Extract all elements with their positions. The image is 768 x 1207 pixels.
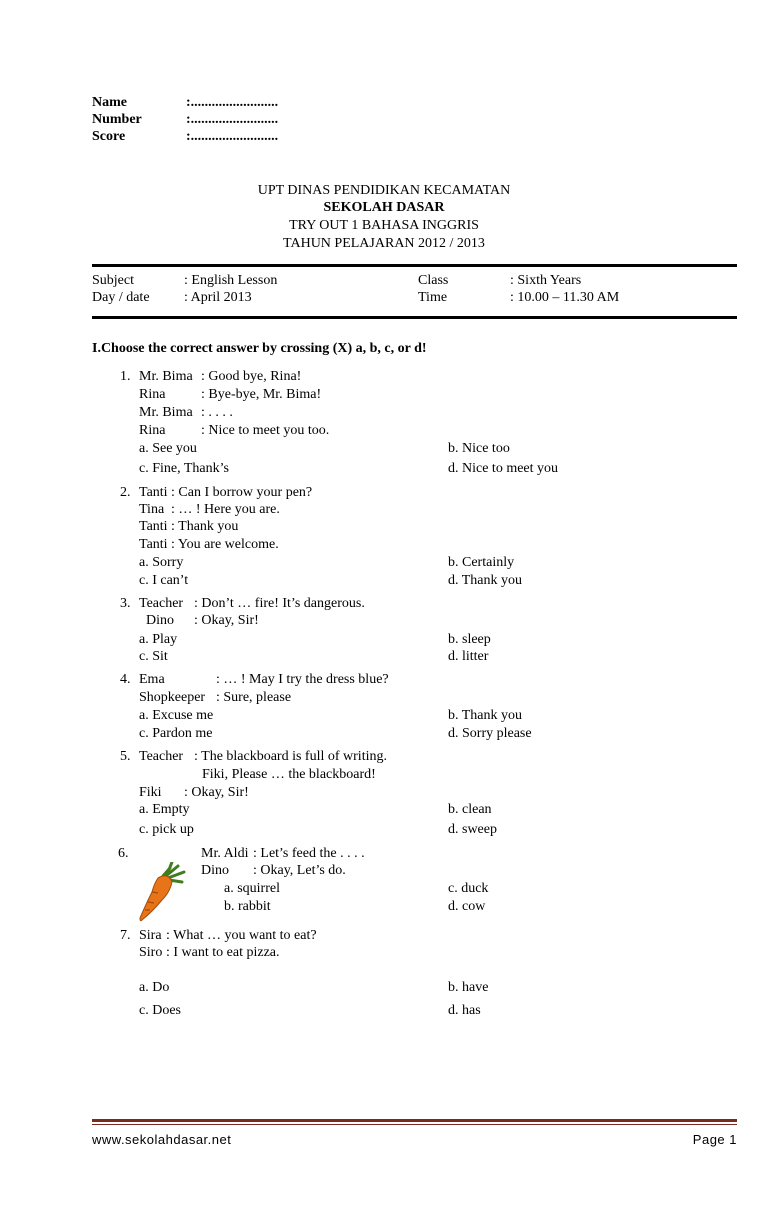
answer-option-d[interactable]: d. Thank you (448, 573, 523, 588)
dialogue-speaker: Rina (139, 387, 166, 402)
answer-option-b[interactable]: b. sleep (448, 632, 491, 647)
question-number: 1. (120, 369, 131, 384)
dialogue-line: : Sure, please (216, 690, 292, 705)
heading-office: UPT DINAS PENDIDIKAN KECAMATAN (257, 183, 511, 198)
answer-option-c[interactable]: c. Sit (139, 649, 168, 664)
class-value: : Sixth Years (510, 273, 582, 288)
date-value: : April 2013 (184, 290, 252, 305)
dialogue-line: : … ! Here you are. (171, 502, 280, 517)
heading-tryout: TRY OUT 1 BAHASA INGGRIS (289, 218, 479, 233)
dialogue-speaker: Tina (139, 502, 165, 517)
answer-option-a[interactable]: a. Play (139, 632, 178, 647)
dialogue-line: : Can I borrow your pen? (171, 485, 313, 500)
dialogue-speaker: Dino (146, 613, 174, 628)
dialogue-speaker: Teacher (139, 749, 184, 764)
carrot-icon (136, 862, 190, 924)
dialogue-speaker: Mr. Bima (139, 405, 193, 420)
time-value: : 10.00 – 11.30 AM (510, 290, 620, 305)
question-number: 5. (120, 749, 131, 764)
answer-option-b[interactable]: b. have (448, 980, 489, 995)
dialogue-line: : Good bye, Rina! (201, 369, 302, 384)
dialogue-speaker: Sira (139, 928, 162, 943)
subject-value: : English Lesson (184, 273, 278, 288)
dialogue-speaker: Tanti (139, 519, 168, 534)
number-field[interactable]: :......................... (186, 112, 279, 127)
answer-option-d[interactable]: d. Nice to meet you (448, 461, 559, 476)
number-label: Number (92, 112, 142, 127)
answer-option-d[interactable]: d. Sorry please (448, 726, 532, 741)
dialogue-line: : Bye-bye, Mr. Bima! (201, 387, 322, 402)
heading-school: SEKOLAH DASAR (323, 200, 445, 215)
dialogue-speaker: Ema (139, 672, 165, 687)
answer-option-d[interactable]: d. has (448, 1003, 481, 1018)
top-divider (92, 264, 737, 267)
footer-rule-thin (92, 1124, 737, 1125)
answer-option-d[interactable]: d. sweep (448, 822, 497, 837)
dialogue-line: : Don’t … fire! It’s dangerous. (194, 596, 365, 611)
instruction-text: I.Choose the correct answer by crossing (X) a, b, c, or d! (92, 341, 427, 356)
dialogue-line: : … ! May I try the dress blue? (216, 672, 389, 687)
dialogue-speaker: Tanti (139, 537, 168, 552)
answer-option-c[interactable]: c. pick up (139, 822, 194, 837)
answer-option-a[interactable]: a. See you (139, 441, 197, 456)
dialogue-speaker: Dino (201, 863, 229, 878)
dialogue-line: : Okay, Let’s do. (253, 863, 346, 878)
page-number: Page 1 (692, 1132, 737, 1147)
name-label: Name (92, 95, 127, 110)
answer-option-b[interactable]: b. clean (448, 802, 492, 817)
time-label: Time (418, 290, 448, 305)
dialogue-line: : Nice to meet you too. (201, 423, 330, 438)
dialogue-speaker: Teacher (139, 596, 184, 611)
dialogue-speaker: Shopkeeper (139, 690, 206, 705)
answer-option-b[interactable]: b. Thank you (448, 708, 523, 723)
answer-option-a[interactable]: a. Excuse me (139, 708, 214, 723)
answer-option-c[interactable]: c. Fine, Thank’s (139, 461, 229, 476)
answer-option-c[interactable]: c. Does (139, 1003, 181, 1018)
answer-option-b[interactable]: b. Nice too (448, 441, 510, 456)
answer-option-c[interactable]: c. duck (448, 881, 489, 896)
dialogue-line: : Thank you (171, 519, 239, 534)
question-number: 6. (118, 846, 129, 861)
dialogue-line: : The blackboard is full of writing. (194, 749, 387, 764)
date-label: Day / date (92, 290, 150, 305)
info-divider (92, 316, 737, 319)
footer-website[interactable]: www.sekolahdasar.net (92, 1132, 232, 1147)
answer-option-a[interactable]: a. squirrel (224, 881, 280, 896)
dialogue-line: Fiki, Please … the blackboard! (202, 767, 376, 782)
answer-option-d[interactable]: d. litter (448, 649, 489, 664)
dialogue-line: : I want to eat pizza. (166, 945, 280, 960)
score-field[interactable]: :......................... (186, 129, 279, 144)
dialogue-line: : Let’s feed the . . . . (253, 846, 365, 861)
question-number: 3. (120, 596, 131, 611)
answer-option-c[interactable]: c. I can’t (139, 573, 189, 588)
dialogue-line: : Okay, Sir! (194, 613, 259, 628)
question-number: 7. (120, 928, 131, 943)
answer-option-a[interactable]: a. Sorry (139, 555, 184, 570)
answer-option-a[interactable]: a. Do (139, 980, 170, 995)
dialogue-line: : You are welcome. (171, 537, 279, 552)
dialogue-line: : . . . . (201, 405, 233, 420)
class-label: Class (418, 273, 449, 288)
name-field[interactable]: :......................... (186, 95, 279, 110)
heading-year: TAHUN PELAJARAN 2012 / 2013 (283, 236, 485, 251)
answer-option-d[interactable]: d. cow (448, 899, 486, 914)
dialogue-line: : Okay, Sir! (184, 785, 249, 800)
question-number: 2. (120, 485, 131, 500)
dialogue-speaker: Fiki (139, 785, 162, 800)
dialogue-speaker: Mr. Aldi (201, 846, 249, 861)
score-label: Score (92, 129, 126, 144)
dialogue-line: : What … you want to eat? (166, 928, 317, 943)
answer-option-c[interactable]: c. Pardon me (139, 726, 213, 741)
footer-rule-thick (92, 1119, 737, 1122)
dialogue-speaker: Tanti (139, 485, 168, 500)
answer-option-b[interactable]: b. Certainly (448, 555, 515, 570)
dialogue-speaker: Siro (139, 945, 163, 960)
answer-option-a[interactable]: a. Empty (139, 802, 190, 817)
subject-label: Subject (92, 273, 134, 288)
question-number: 4. (120, 672, 131, 687)
dialogue-speaker: Mr. Bima (139, 369, 193, 384)
answer-option-b[interactable]: b. rabbit (224, 899, 271, 914)
dialogue-speaker: Rina (139, 423, 166, 438)
